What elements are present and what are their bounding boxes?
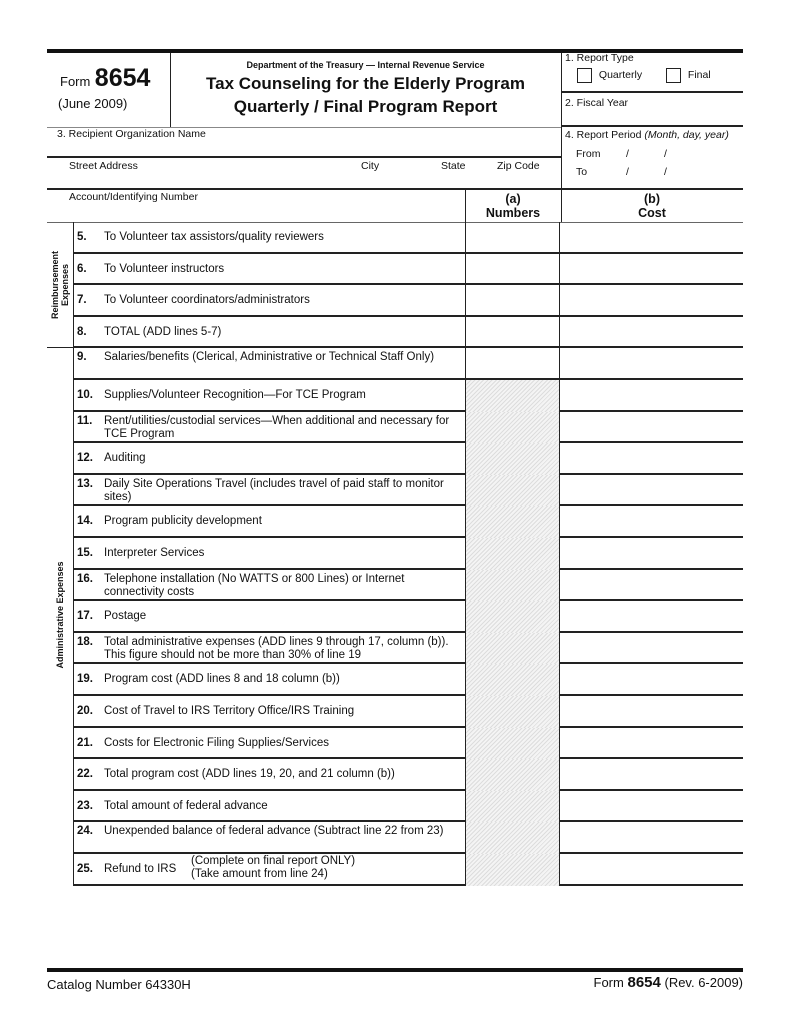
line-number: 19.	[77, 673, 93, 686]
line-label: Supplies/Volunteer Recognition—For TCE Program	[104, 389, 366, 401]
divider	[561, 125, 743, 127]
column-a-shaded-cell	[465, 696, 560, 728]
address-field[interactable]	[48, 173, 560, 186]
column-b-cost-field[interactable]	[559, 222, 744, 254]
report-period-title: 4. Report Period	[565, 129, 642, 141]
column-a-shaded-cell	[465, 633, 560, 665]
line-label: Costs for Electronic Filing Supplies/Services	[104, 736, 329, 749]
line-label: Salaries/benefits (Clerical, Administrative or Technical Staff Only)	[104, 351, 435, 364]
line-row	[73, 633, 743, 665]
line-row	[73, 222, 743, 254]
street-label: Street Address	[69, 160, 138, 172]
line-number: 25.	[77, 863, 93, 875]
section-reimbursement-label	[50, 245, 70, 325]
column-a-numbers-field[interactable]	[465, 317, 560, 349]
column-b-cost-field[interactable]	[559, 443, 744, 475]
final-label: Final	[687, 69, 711, 82]
column-a-shaded-cell	[465, 854, 560, 886]
line-number: 22.	[77, 768, 93, 781]
line-number: 7.	[77, 294, 87, 307]
recipient-name-label: 3. Recipient Organization Name	[57, 128, 206, 140]
line-number: 11.	[77, 414, 93, 427]
line-label: Auditing	[104, 452, 146, 465]
column-a-numbers-field[interactable]	[465, 285, 560, 317]
line-label: Cost of Travel to IRS Territory Office/IRS Training	[104, 705, 355, 717]
account-label: Account/Identifying Number	[69, 191, 198, 203]
line-row	[73, 664, 743, 696]
line-label: Interpreter Services	[104, 547, 205, 559]
form-title: Tax Counseling for the Elderly Program	[206, 74, 525, 93]
line-row	[73, 412, 743, 444]
line-row	[73, 285, 743, 317]
date-sep: /	[626, 166, 629, 178]
line-row	[73, 854, 743, 886]
footer-form-label: Form	[593, 975, 624, 990]
column-b-cost-field[interactable]	[559, 538, 744, 570]
line-row	[73, 822, 743, 854]
period-to[interactable]	[576, 166, 667, 178]
divider	[47, 347, 73, 348]
column-a-letter: (a)	[505, 192, 521, 206]
line-number: 18.	[77, 635, 93, 648]
line-label: Daily Site Operations Travel (includes travel of paid staff to monitor sites)	[104, 477, 444, 503]
column-b-cost-field[interactable]	[559, 380, 744, 412]
fiscal-year-field[interactable]	[562, 110, 742, 124]
line-label: Program publicity development	[104, 515, 262, 528]
form-date: (June 2009)	[58, 96, 128, 111]
column-a-numbers-field[interactable]	[465, 348, 560, 380]
column-a-shaded-cell	[465, 380, 560, 412]
quarterly-label: Quarterly	[598, 69, 643, 82]
quarterly-checkbox[interactable]	[577, 68, 592, 83]
form-id	[60, 64, 150, 93]
line-number: 15.	[77, 547, 93, 559]
report-type-final[interactable]	[666, 68, 711, 83]
column-b-cost-field[interactable]	[559, 254, 744, 286]
column-a-shaded-cell	[465, 759, 560, 791]
column-b-cost-field[interactable]	[559, 854, 744, 886]
column-b-cost-field[interactable]	[559, 759, 744, 791]
final-checkbox[interactable]	[666, 68, 681, 83]
line-row	[73, 348, 743, 380]
divider	[561, 91, 743, 93]
column-a-shaded-cell	[465, 443, 560, 475]
line-row	[73, 791, 743, 823]
date-sep: /	[664, 166, 667, 178]
line-row	[73, 696, 743, 728]
fiscal-year-label: 2. Fiscal Year	[565, 97, 629, 109]
section-label-line: Reimbursement	[50, 250, 60, 320]
line-label: TOTAL (ADD lines 5-7)	[104, 325, 222, 338]
line-row	[73, 759, 743, 791]
footer-form-id	[594, 974, 743, 991]
line-row	[73, 506, 743, 538]
to-label: To	[576, 166, 588, 178]
line-label: To Volunteer instructors	[104, 262, 225, 275]
report-type-label: 1. Report Type	[565, 52, 634, 64]
line-row	[73, 570, 743, 602]
column-a-shaded-cell	[465, 475, 560, 507]
column-b-cost-field[interactable]	[559, 285, 744, 317]
line-label: Total program cost (ADD lines 19, 20, and 21 column (b))	[104, 768, 395, 781]
line-label: Program cost (ADD lines 8 and 18 column (b))	[104, 673, 340, 686]
column-b-cost-field[interactable]	[559, 633, 744, 665]
line-label: Refund to IRS	[104, 863, 177, 875]
line-number: 9.	[77, 351, 87, 364]
column-a-shaded-cell	[465, 822, 560, 854]
from-label: From	[576, 148, 601, 160]
line-label: Telephone installation (No WATTS or 800 Lines) or Internet connectivity costs	[104, 572, 405, 598]
catalog-number: Catalog Number 64330H	[47, 977, 191, 992]
line-number: 17.	[77, 610, 93, 623]
line-row	[73, 380, 743, 412]
line-note: (Complete on final report ONLY) (Take amount from line 24)	[191, 855, 356, 880]
column-a-shaded-cell	[465, 728, 560, 760]
line-number: 5.	[77, 231, 87, 243]
column-a-shaded-cell	[465, 664, 560, 696]
line-label: To Volunteer coordinators/administrators	[104, 294, 310, 307]
divider	[47, 156, 561, 158]
report-type-quarterly[interactable]	[577, 68, 642, 83]
zip-label: Zip Code	[497, 160, 540, 172]
form-subtitle: Quarterly / Final Program Report	[233, 97, 498, 116]
column-a-shaded-cell	[465, 791, 560, 823]
line-row	[73, 475, 743, 507]
line-label: Total administrative expenses (ADD lines 9 through 17, column (b)). This figure should not be more than 30% of line 19	[104, 635, 449, 661]
column-b-cost-field[interactable]	[559, 475, 744, 507]
line-row	[73, 254, 743, 286]
line-label: To Volunteer tax assistors/quality reviewers	[104, 231, 324, 243]
line-label: Postage	[104, 610, 147, 623]
form-number: 8654	[94, 64, 151, 92]
line-number: 14.	[77, 515, 93, 528]
column-b-cost-field[interactable]	[559, 412, 744, 444]
column-a-shaded-cell	[465, 538, 560, 570]
column-a-header	[465, 192, 561, 220]
date-sep: /	[664, 148, 667, 160]
line-number: 24.	[77, 825, 93, 838]
state-label: State	[441, 160, 466, 172]
column-a-shaded-cell	[465, 412, 560, 444]
line-number: 6.	[77, 262, 87, 275]
recipient-name-field[interactable]	[48, 141, 560, 155]
column-a-numbers-field[interactable]	[465, 222, 560, 254]
column-a-shaded-cell	[465, 601, 560, 633]
column-b-cost-field[interactable]	[559, 506, 744, 538]
column-b-cost-field[interactable]	[559, 570, 744, 602]
line-row	[73, 601, 743, 633]
column-b-cost-field[interactable]	[559, 822, 744, 854]
column-b-header	[561, 192, 743, 220]
column-b-cost-field[interactable]	[559, 728, 744, 760]
line-number: 16.	[77, 572, 93, 585]
city-label: City	[361, 160, 380, 172]
line-row	[73, 443, 743, 475]
footer-form-number: 8654	[627, 974, 661, 991]
line-label: Total amount of federal advance	[104, 799, 268, 812]
line-number: 23.	[77, 799, 93, 812]
line-number: 13.	[77, 477, 93, 490]
period-from[interactable]	[576, 148, 667, 160]
line-number: 20.	[77, 705, 93, 717]
column-a-name: Numbers	[485, 206, 541, 220]
section-label-line: Expenses	[60, 263, 70, 307]
column-a-shaded-cell	[465, 570, 560, 602]
top-border	[47, 49, 743, 53]
date-sep: /	[626, 148, 629, 160]
report-period-label	[565, 129, 729, 141]
line-number: 10.	[77, 389, 93, 401]
account-field[interactable]	[48, 204, 463, 220]
column-b-letter: (b)	[644, 192, 660, 206]
line-number: 8.	[77, 325, 87, 338]
line-row	[73, 538, 743, 570]
line-row	[73, 728, 743, 760]
footer-revision: (Rev. 6-2009)	[664, 975, 743, 990]
form-label: Form	[60, 74, 91, 89]
line-label: Rent/utilities/custodial services—When additional and necessary for TCE Program	[104, 414, 450, 440]
bottom-border	[47, 968, 743, 972]
column-b-cost-field[interactable]	[559, 791, 744, 823]
column-a-numbers-field[interactable]	[465, 254, 560, 286]
divider	[47, 188, 743, 190]
report-period-hint: (Month, day, year)	[644, 129, 729, 141]
column-b-cost-field[interactable]	[559, 348, 744, 380]
line-label: Unexpended balance of federal advance (Subtract line 22 from 23)	[104, 825, 444, 838]
column-b-cost-field[interactable]	[559, 664, 744, 696]
agency: Department of the Treasury — Internal Revenue Service	[246, 60, 485, 70]
column-a-shaded-cell	[465, 506, 560, 538]
line-number: 21.	[77, 736, 93, 749]
column-b-name: Cost	[638, 206, 666, 220]
line-number: 12.	[77, 452, 93, 465]
section-administrative-label: Administrative Expenses	[55, 561, 65, 669]
line-row	[73, 317, 743, 349]
column-b-cost-field[interactable]	[559, 696, 744, 728]
column-b-cost-field[interactable]	[559, 317, 744, 349]
column-b-cost-field[interactable]	[559, 601, 744, 633]
